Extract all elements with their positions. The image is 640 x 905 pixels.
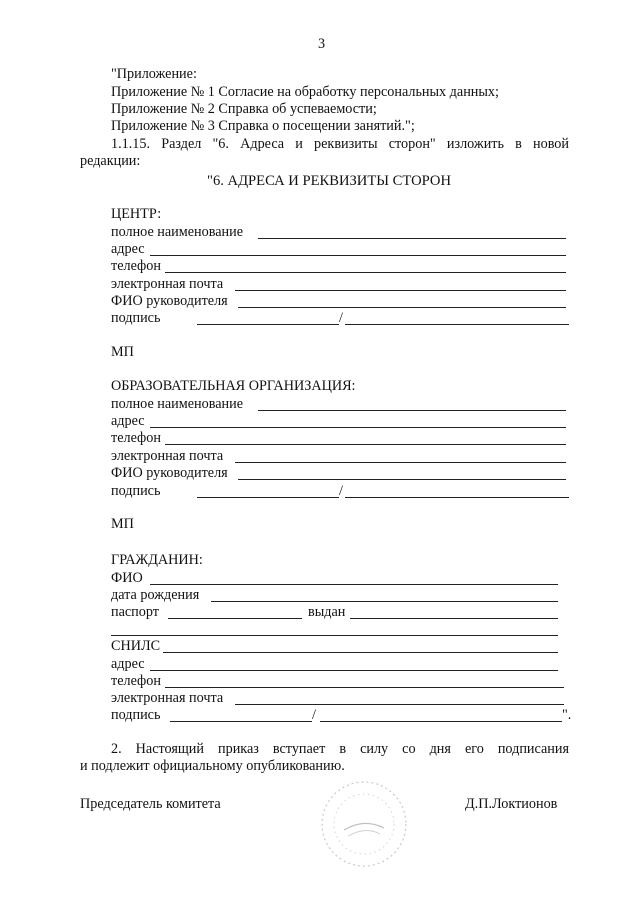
citizen-signature-line[interactable] bbox=[170, 721, 312, 722]
org-phone-label: телефон bbox=[111, 430, 161, 446]
org-address-line[interactable] bbox=[150, 427, 566, 428]
signoff-position: Председатель комитета bbox=[80, 796, 221, 812]
center-signature-label: подпись bbox=[111, 310, 161, 326]
citizen-fio-label: ФИО bbox=[111, 570, 143, 586]
org-heading: ОБРАЗОВАТЕЛЬНАЯ ОРГАНИЗАЦИЯ: bbox=[111, 378, 356, 394]
citizen-phone-label: телефон bbox=[111, 673, 161, 689]
appendix-item-3: Приложение № 3 Справка о посещении занятий."; bbox=[111, 118, 415, 134]
center-phone-line[interactable] bbox=[165, 272, 566, 273]
org-director-label: ФИО руководителя bbox=[111, 465, 228, 481]
citizen-passport-line[interactable] bbox=[168, 618, 302, 619]
org-full-name-line[interactable] bbox=[258, 410, 566, 411]
center-email-line[interactable] bbox=[235, 290, 566, 291]
final-line-1: 2. Настоящий приказ вступает в силу со дня его подписания bbox=[111, 741, 569, 757]
citizen-address-label: адрес bbox=[111, 656, 145, 672]
citizen-fio-line[interactable] bbox=[150, 584, 558, 585]
center-director-label: ФИО руководителя bbox=[111, 293, 228, 309]
org-email-label: электронная почта bbox=[111, 448, 224, 464]
citizen-signature-slash: / bbox=[312, 707, 316, 723]
citizen-snils-line[interactable] bbox=[163, 652, 558, 653]
appendix-item-2: Приложение № 2 Справка об успеваемости; bbox=[111, 101, 377, 117]
clause-line-1: 1.1.15. Раздел "6. Адреса и реквизиты сторон" изложить в новой bbox=[111, 136, 569, 152]
signoff-name: Д.П.Локтионов bbox=[465, 796, 558, 812]
final-line-2: и подлежит официальному опубликованию. bbox=[80, 758, 345, 774]
citizen-address-line[interactable] bbox=[150, 670, 558, 671]
center-signature-name-line[interactable] bbox=[345, 324, 569, 325]
citizen-issued-line-2[interactable] bbox=[111, 635, 558, 636]
citizen-signature-label: подпись bbox=[111, 707, 161, 723]
org-director-line[interactable] bbox=[238, 479, 566, 480]
org-phone-line[interactable] bbox=[165, 444, 566, 445]
org-email-line[interactable] bbox=[235, 462, 566, 463]
citizen-passport-label: паспорт bbox=[111, 604, 159, 620]
center-signature-line[interactable] bbox=[197, 324, 339, 325]
appendix-item-1: Приложение № 1 Согласие на обработку персональных данных; bbox=[111, 84, 499, 100]
appendix-heading: "Приложение: bbox=[111, 66, 197, 82]
center-address-label: адрес bbox=[111, 241, 145, 257]
citizen-snils-label: СНИЛС bbox=[111, 638, 161, 654]
citizen-heading: ГРАЖДАНИН: bbox=[111, 552, 203, 568]
org-signature-slash: / bbox=[339, 483, 343, 499]
org-signature-label: подпись bbox=[111, 483, 161, 499]
page-number: 3 bbox=[318, 36, 326, 52]
center-email-label: электронная почта bbox=[111, 276, 224, 292]
org-signature-name-line[interactable] bbox=[345, 497, 569, 498]
org-address-label: адрес bbox=[111, 413, 145, 429]
citizen-email-line[interactable] bbox=[235, 704, 564, 705]
citizen-email-label: электронная почта bbox=[111, 690, 224, 706]
citizen-birth-line[interactable] bbox=[211, 601, 558, 602]
center-seal: МП bbox=[111, 344, 134, 360]
center-signature-slash: / bbox=[339, 310, 343, 326]
org-seal: МП bbox=[111, 516, 134, 532]
citizen-phone-line[interactable] bbox=[165, 687, 564, 688]
citizen-birth-label: дата рождения bbox=[111, 587, 200, 603]
citizen-signature-name-line[interactable] bbox=[320, 721, 562, 722]
citizen-issued-label: выдан bbox=[308, 604, 346, 620]
section-title: "6. АДРЕСА И РЕКВИЗИТЫ СТОРОН bbox=[207, 173, 452, 189]
citizen-end-mark: ". bbox=[562, 707, 572, 723]
center-heading: ЦЕНТР: bbox=[111, 206, 162, 222]
center-full-name-line[interactable] bbox=[258, 238, 566, 239]
org-full-name-label: полное наименование bbox=[111, 396, 244, 412]
citizen-issued-line[interactable] bbox=[350, 618, 558, 619]
center-full-name-label: полное наименование bbox=[111, 224, 244, 240]
center-phone-label: телефон bbox=[111, 258, 161, 274]
center-director-line[interactable] bbox=[238, 307, 566, 308]
center-address-line[interactable] bbox=[150, 255, 566, 256]
clause-line-2: редакции: bbox=[80, 153, 141, 169]
org-signature-line[interactable] bbox=[197, 497, 339, 498]
official-stamp bbox=[318, 778, 410, 870]
